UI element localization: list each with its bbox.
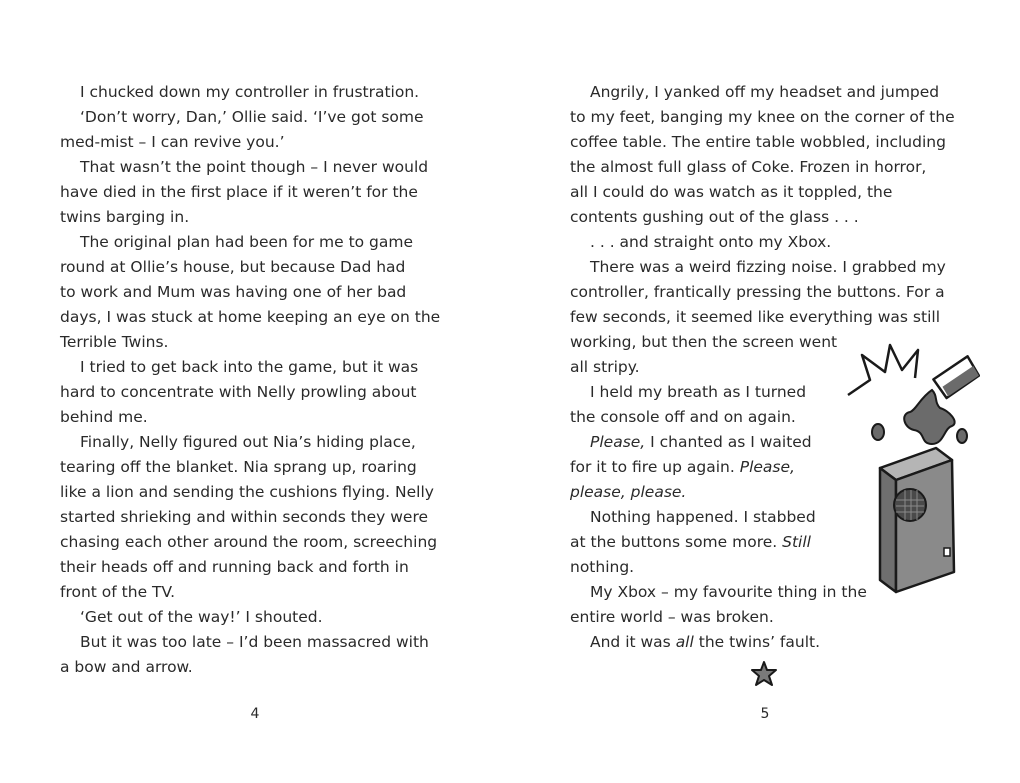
text-line: front of the TV.: [60, 583, 176, 601]
text-line: . . . and straight onto my Xbox.: [590, 233, 832, 251]
text-line: to work and Mum was having one of her bad: [60, 283, 407, 301]
text-line: a bow and arrow.: [60, 658, 193, 676]
text-line: My Xbox – my favourite thing in the: [590, 583, 867, 601]
text-line: entire world – was broken.: [570, 608, 774, 626]
drop-icon: [872, 424, 884, 440]
left-page: [60, 80, 480, 680]
text-line: the console off and on again.: [570, 408, 796, 426]
text-line: days, I was stuck at home keeping an eye on the: [60, 308, 441, 326]
text-line: contents gushing out of the glass . . .: [570, 208, 859, 226]
console-vent-icon: [894, 489, 926, 521]
text-line: Terrible Twins.: [60, 333, 169, 351]
text-line: coffee table. The entire table wobbled, including: [570, 133, 946, 151]
emphasis-text: Still: [782, 533, 811, 551]
text-segment: the twins’ fault.: [693, 633, 821, 651]
text-line: have died in the first place if it weren’t for the: [60, 183, 418, 201]
text-line: behind me.: [60, 408, 148, 426]
text-line: chasing each other around the room, screeching: [60, 533, 438, 551]
text-segment: I chanted as I waited: [645, 433, 812, 451]
text-line: few seconds, it seemed like everything was still: [570, 308, 941, 326]
star-icon: [750, 660, 778, 688]
emphasis-text: Please,: [590, 433, 646, 451]
page-number-right: 5: [760, 706, 770, 722]
drop-icon: [957, 429, 967, 443]
text-line: Finally, Nelly figured out Nia’s hiding place,: [80, 433, 416, 451]
power-button-icon: [944, 548, 950, 556]
text-line: round at Ollie’s house, but because Dad had: [60, 258, 406, 276]
text-line: I held my breath as I turned: [590, 383, 807, 401]
text-line: all I could do was watch as it toppled, the: [570, 183, 893, 201]
page-number-left: 4: [250, 706, 260, 722]
text-line: I tried to get back into the game, but it was: [80, 358, 419, 376]
text-line: like a lion and sending the cushions flying. Nelly: [60, 483, 434, 501]
text-line: Nothing happened. I stabbed: [590, 508, 816, 526]
emphasis-text: all: [675, 633, 694, 651]
text-line: There was a weird fizzing noise. I grabbed my: [590, 258, 946, 276]
text-line: all stripy.: [570, 358, 640, 376]
spilled-glass-xbox-illustration: [840, 340, 980, 600]
text-line: The original plan had been for me to game: [80, 233, 414, 251]
text-line: tearing off the blanket. Nia sprang up, roaring: [60, 458, 417, 476]
text-line: That wasn’t the point though – I never would: [80, 158, 429, 176]
splash-lines-icon: [848, 345, 918, 395]
emphasis-text: Please,: [739, 458, 795, 476]
text-line: working, but then the screen went: [570, 333, 838, 351]
text-line: to my feet, banging my knee on the corner of the: [570, 108, 955, 126]
text-line: nothing.: [570, 558, 635, 576]
text-line: ‘Don’t worry, Dan,’ Ollie said. ‘I’ve got some: [80, 108, 424, 126]
tipped-glass-icon: [930, 355, 980, 400]
text-line: twins barging in.: [60, 208, 190, 226]
text-line: med-mist – I can revive you.’: [60, 133, 285, 151]
text-line: controller, frantically pressing the buttons. For a: [570, 283, 945, 301]
text-line: [570, 630, 990, 655]
text-line: the almost full glass of Coke. Frozen in horror,: [570, 158, 927, 176]
text-segment: at the buttons some more.: [570, 533, 783, 551]
text-line: ‘Get out of the way!’ I shouted.: [80, 608, 323, 626]
xbox-console-icon: [880, 448, 954, 592]
text-line: I chucked down my controller in frustration.: [80, 83, 420, 101]
text-line: their heads off and running back and forth in: [60, 558, 409, 576]
text-line: Angrily, I yanked off my headset and jumped: [590, 83, 940, 101]
emphasis-text: please, please.: [570, 483, 687, 501]
text-line: But it was too late – I’d been massacred with: [80, 633, 429, 651]
text-segment: for it to fire up again.: [570, 458, 740, 476]
text-line: started shrieking and within seconds they were: [60, 508, 429, 526]
text-line: hard to concentrate with Nelly prowling about: [60, 383, 417, 401]
text-segment: And it was: [590, 633, 676, 651]
